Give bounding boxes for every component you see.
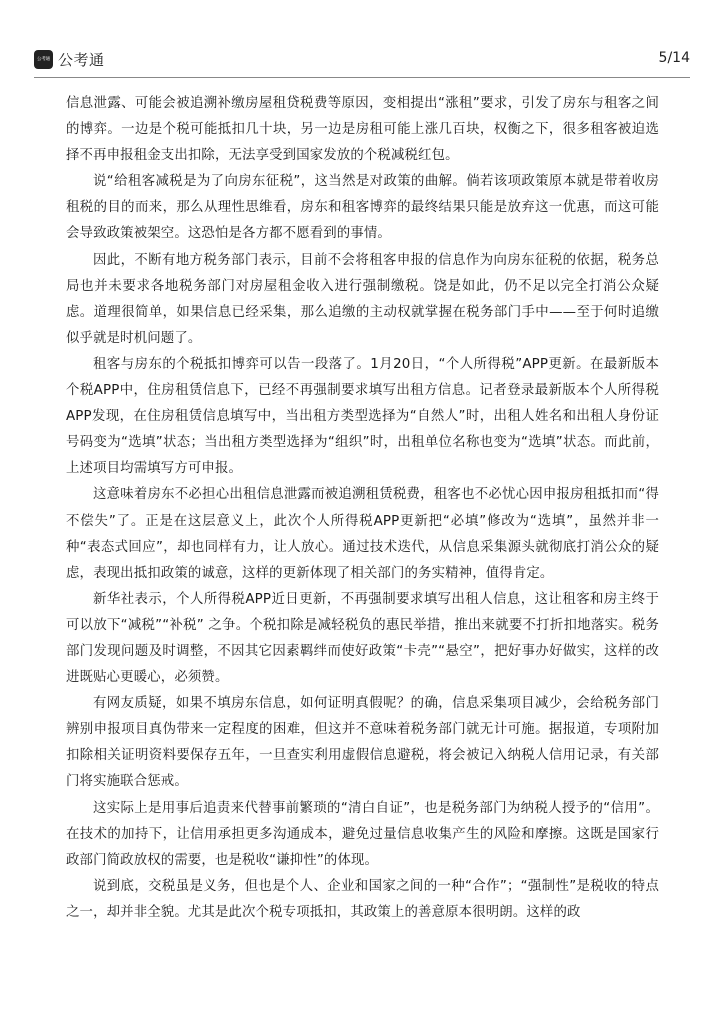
header-divider: [34, 77, 690, 78]
paragraph-2: 说“给租客减税是为了向房东征税”，这当然是对政策的曲解。倘若该项政策原本就是带着收房租税的目的而来，那么从理性思维看，房东和租客博弈的最终结果只能是放弃这一优惠，而这可能会导致政策被架空。这恐怕是各方都不愿看到的事情。: [66, 174, 659, 242]
paragraph-1: 信息泄露、可能会被追溯补缴房屋租贷税费等原因，变相提出“涨租”要求，引发了房东与租客之间的博弈。一边是个税可能抵扣几十块，另一边是房租可能上涨几百块，权衡之下，很多租客被迫选择不再申报租金支出扣除，无法享受到国家发放的个税减税红包。: [66, 96, 659, 164]
paragraph-9: 说到底，交税虽是义务，但也是个人、企业和国家之间的一种“合作”；“强制性”是税收的特点之一，却并非全貌。尤其是此次个税专项抵扣，其政策上的善意原本很明朗。这样的政: [66, 878, 659, 920]
document-body: [66, 91, 659, 926]
paragraph-8: 这实际上是用事后追责来代替事前繁琐的“清白自证”，也是税务部门为纳税人授予的“信用”。在技术的加持下，让信用承担更多沟通成本，避免过量信息收集产生的风险和摩擦。这既是国家行政部门简政放权的需要，也是税收“谦抑性”的体现。: [66, 800, 659, 868]
logo-text: 公考通: [58, 50, 105, 69]
paragraph-6: 新华社表示，个人所得税APP近日更新，不再强制要求填写出租人信息，这让租客和房主终于可以放下“减税”“补税” 之争。个税扣除是减轻税负的惠民举措，推出来就要不打折扣地落实。税务部门发现问题及时调整，不因其它因素羁绊而使好政策“卡壳”“悬空”，把好事办好做实，这样的改进既贴心更暖心，必须赞。: [66, 591, 659, 686]
logo: [34, 44, 105, 74]
paragraph-5: 这意味着房东不必担心出租信息泄露而被追溯租赁税费，租客也不必忧心因申报房租抵扣而“得不偿失”了。正是在这层意义上，此次个人所得税APP更新把“必填”修改为“选填”，虽然并非一种“表态式回应”，却也同样有力，让人放心。通过技术迭代，从信息采集源头就彻底打消公众的疑虑，表现出抵扣政策的诚意，这样的更新体现了相关部门的务实精神，值得肯定。: [66, 487, 659, 581]
logo-badge-icon: 公考通: [34, 50, 53, 69]
page-number: 5/14: [658, 50, 690, 66]
paragraph-7: 有网友质疑，如果不填房东信息，如何证明真假呢？的确，信息采集项目减少，会给税务部门辨别申报项目真伪带来一定程度的困难，但这并不意味着税务部门就无计可施。据报道，专项附加扣除相关证明资料要保存五年，一旦查实利用虚假信息避税，将会被记入纳税人信用记录，有关部门将实施联合惩戒。: [66, 696, 659, 790]
paragraph-4: 租客与房东的个税抵扣博弈可以告一段落了。1月20日，“个人所得税”APP更新。在最新版本个税APP中，住房租赁信息下，已经不再强制要求填写出租方信息。记者登录最新版本个人所得税APP发现，在住房租赁信息填写中，当出租方类型选择为“自然人”时，出租人姓名和出租人身份证号码变为“选填”状态；当出租方类型选择为“组织”时，出租单位名称也变为“选填”状态。而此前，上述项目均需填写方可申报。: [66, 356, 659, 477]
paragraph-3: 因此，不断有地方税务部门表示，目前不会将租客申报的信息作为向房东征税的依据，税务总局也并未要求各地税务部门对房屋租金收入进行强制缴税。饶是如此，仍不足以完全打消公众疑虑。道理很简单，如果信息已经采集，那么追缴的主动权就掌握在税务部门手中——至于何时追缴似乎就是时机问题了。: [66, 252, 659, 346]
page-header: [34, 44, 690, 74]
